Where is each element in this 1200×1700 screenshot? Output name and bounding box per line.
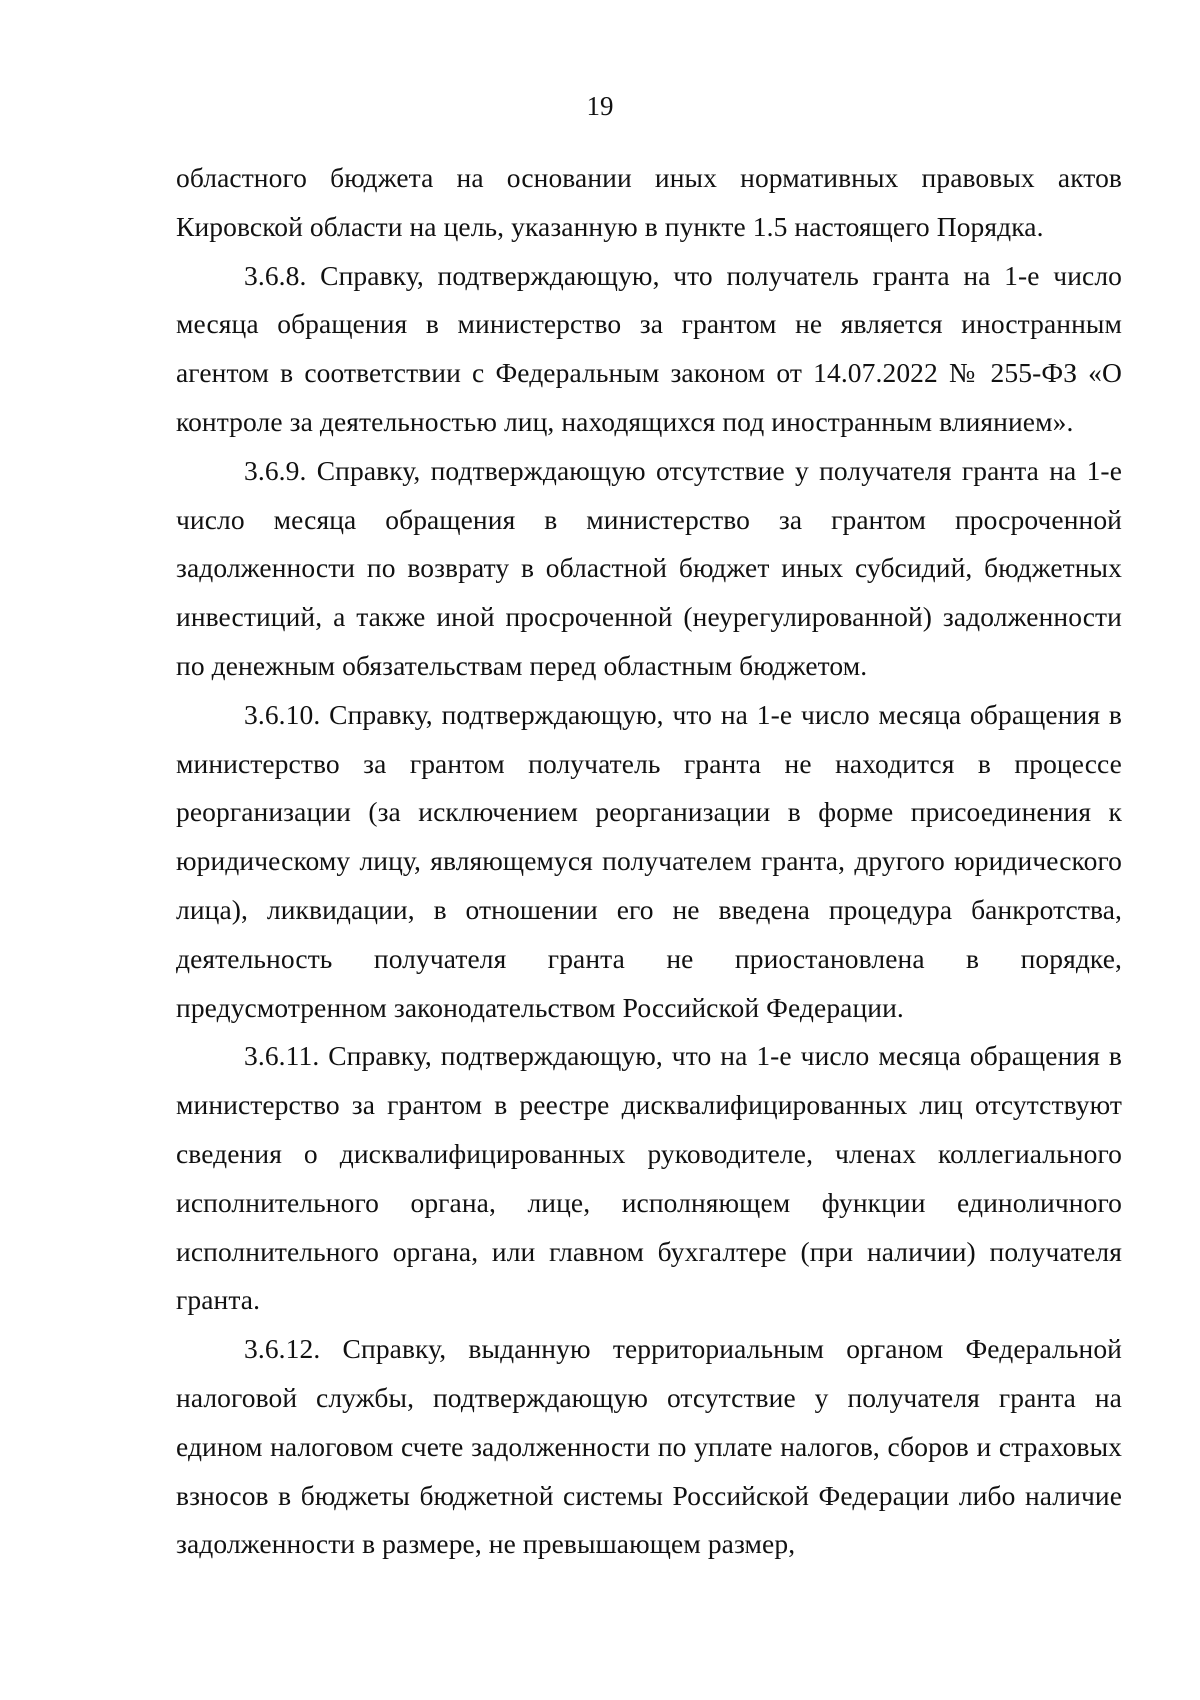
paragraph-3-6-11: 3.6.11. Справку, подтверждающую, что на 1-е число месяца обращения в министерство за грантом в реестре дисквалифицированных лиц отсутствуют сведения о дисквалифицированных руководителе, членах коллегиального исполнительного органа, лице, исполняющем функции единоличного исполнительного органа, или главном бухгалтере (при наличии) получателя гранта. <box>176 1040 1122 1316</box>
paragraph-3-6-10: 3.6.10. Справку, подтверждающую, что на 1-е число месяца обращения в министерство за грантом получатель гранта не находится в процессе реорганизации (за исключением реорганизации в форме присоединения к юридическому лицу, являющемуся получателем гранта, другого юридического лица), ликвидации, в отношении его не введена процедура банкротства, деятельность получателя гранта не приостановлена в порядке, предусмотренном законодательством Российской Федерации. <box>176 698 1122 1023</box>
paragraph-3-6-12: 3.6.12. Справку, выданную территориальным органом Федеральной налоговой службы, подтверждающую отсутствие у получателя гранта на едином налоговом счете задолженности по уплате налогов, сборов и страховых взносов в бюджеты бюджетной системы Российской Федерации либо наличие задолженности в размере, не превышающем размер, <box>176 1333 1122 1560</box>
paragraph-3-6-9: 3.6.9. Справку, подтверждающую отсутствие у получателя гранта на 1-е число месяца обращения в министерство за грантом просроченной задолженности по возврату в областной бюджет иных субсидий, бюджетных инвестиций, а также иной просроченной (неурегулированной) задолженности по денежным обязательствам перед областным бюджетом. <box>176 454 1122 681</box>
document-body <box>176 154 1122 1569</box>
paragraph-continuation: областного бюджета на основании иных нормативных правовых актов Кировской области на цель, указанную в пункте 1.5 настоящего Порядка. <box>176 162 1122 242</box>
paragraph-3-6-8: 3.6.8. Справку, подтверждающую, что получатель гранта на 1-е число месяца обращения в министерство за грантом не является иностранным агентом в соответствии с Федеральным законом от 14.07.2022 № 255-ФЗ «О контроле за деятельностью лиц, находящихся под иностранным влиянием». <box>176 259 1122 437</box>
page-number: 19 <box>586 91 614 121</box>
